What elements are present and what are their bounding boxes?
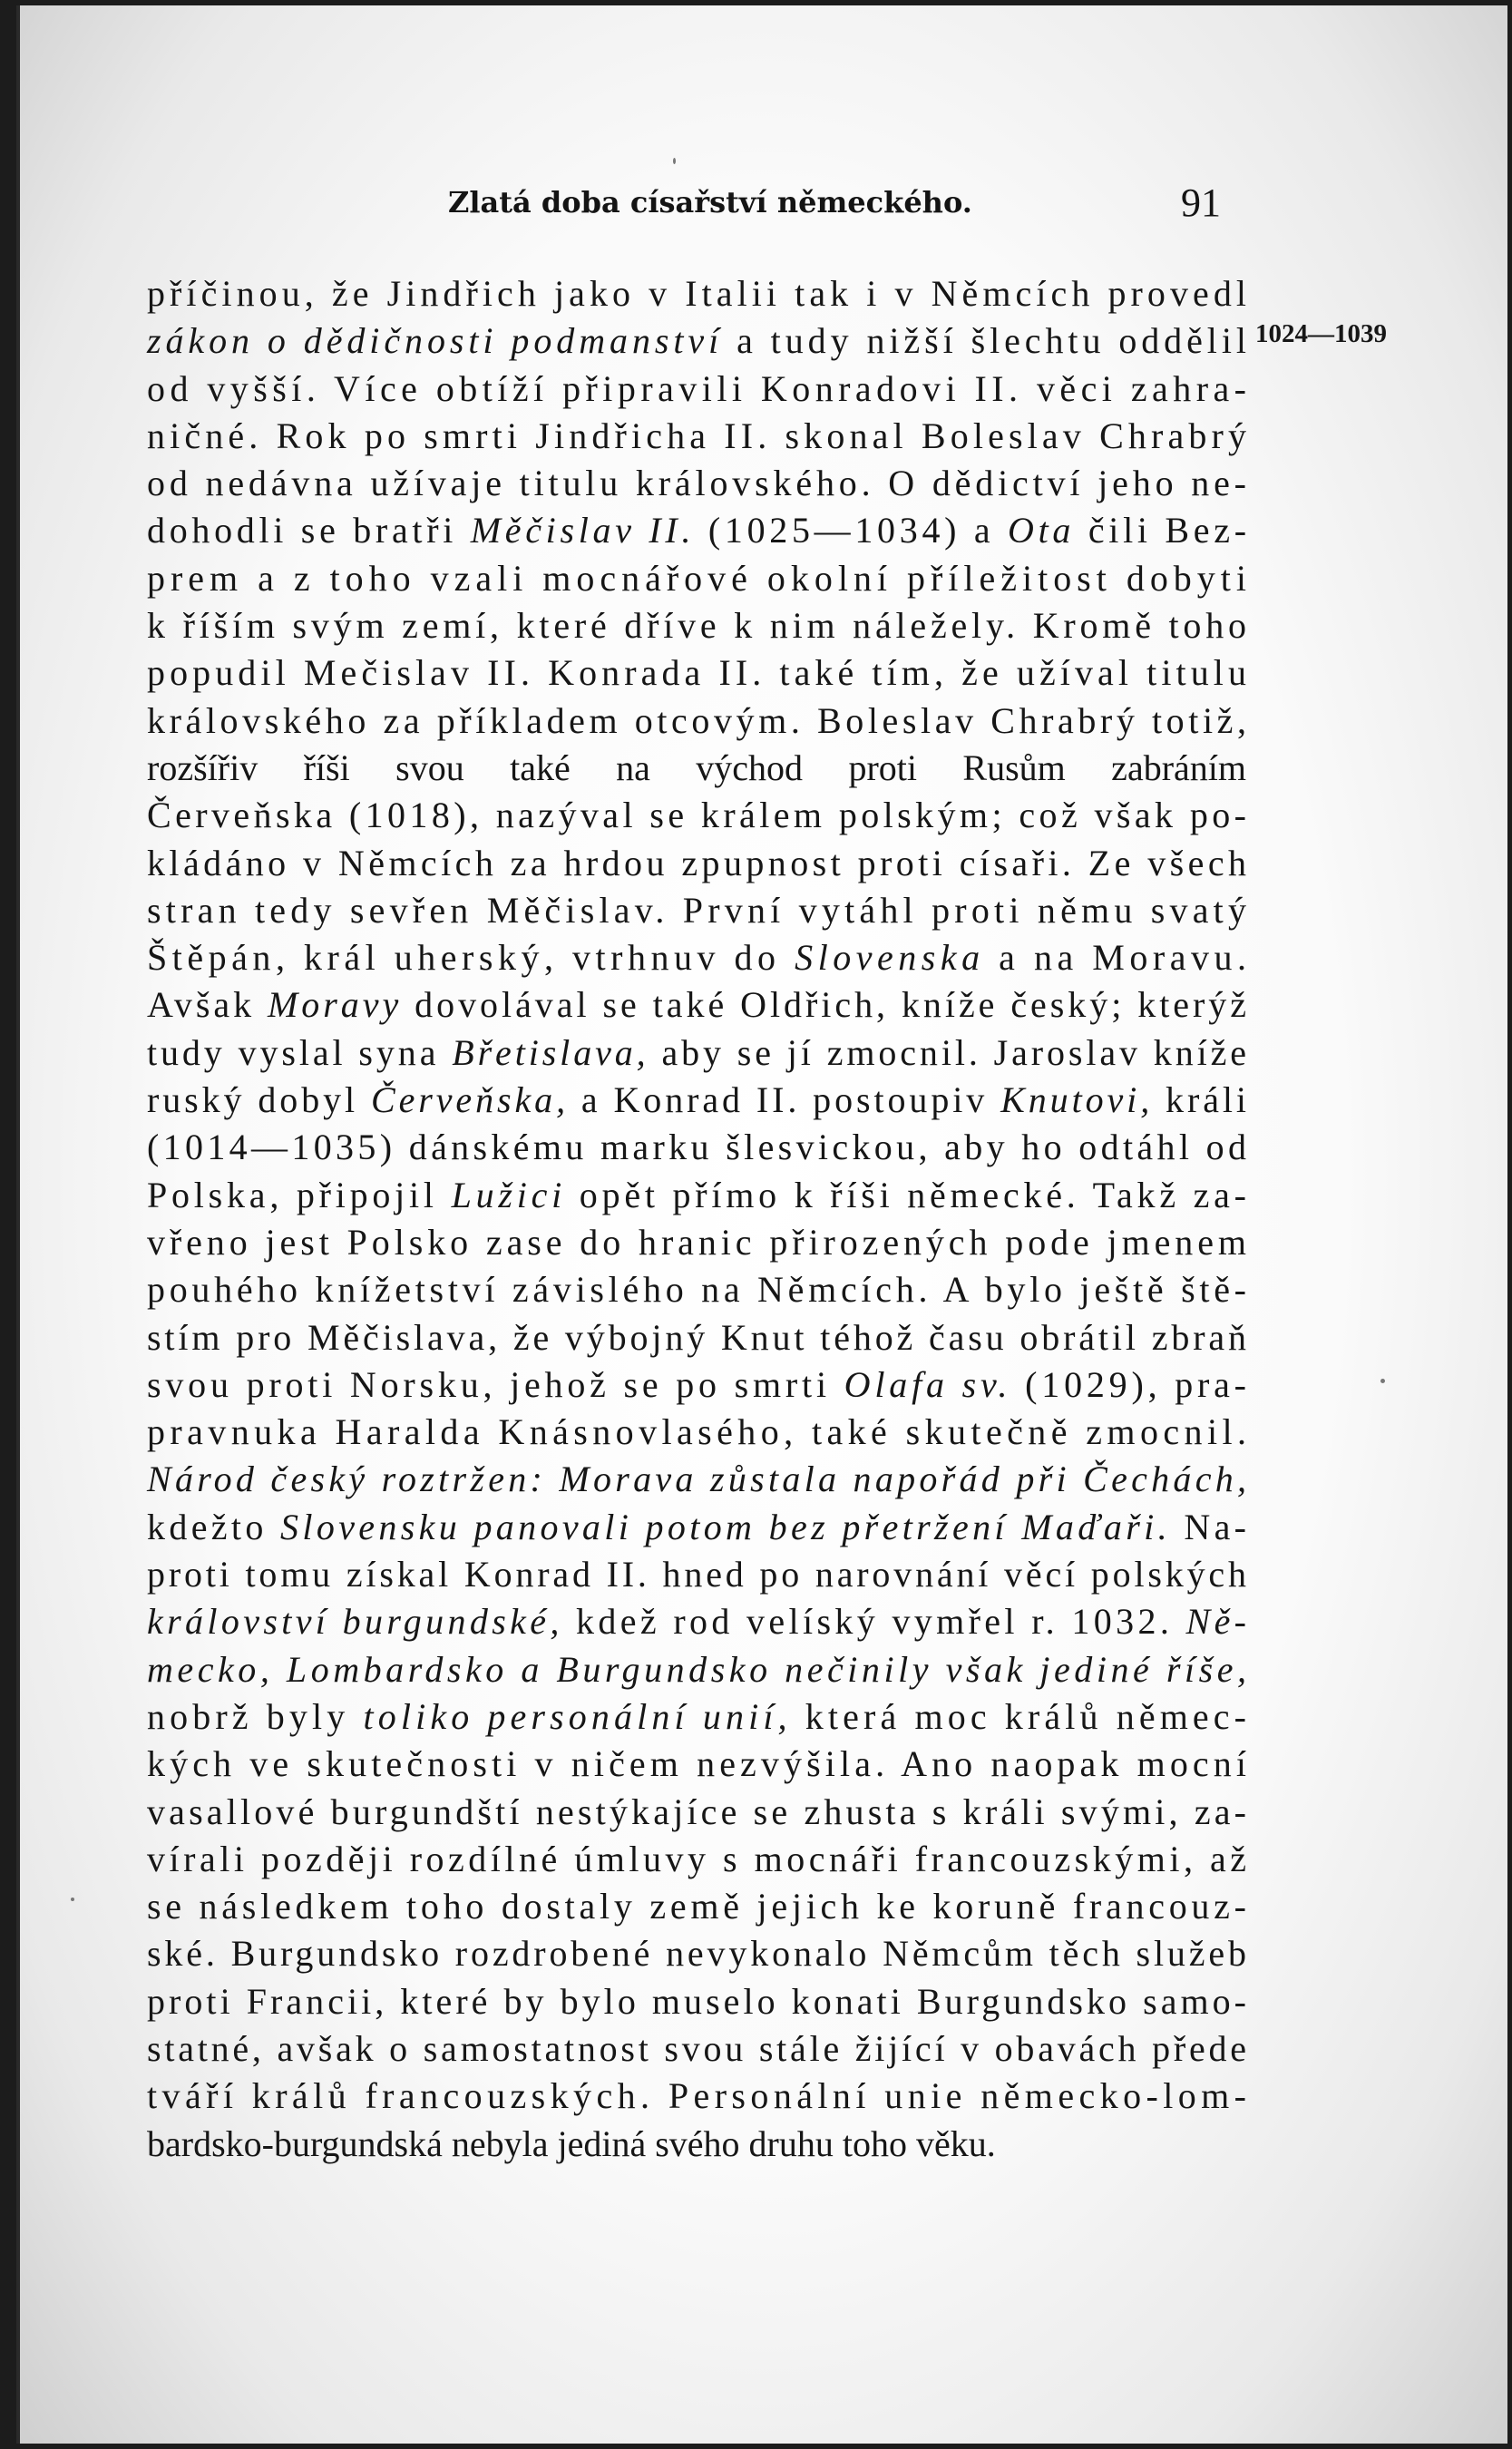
text-line xyxy=(147,1930,1250,1977)
text-segment: od vyšší. Více obtíží připravili Konradovi II. věci zahra- xyxy=(147,367,1252,409)
text-segment: dovolával se také Oldřich, kníže český; kterýž xyxy=(402,984,1250,1026)
text-segment: a na Moravu. xyxy=(984,937,1252,979)
text-line xyxy=(147,792,1251,839)
text-segment: nobrž byly xyxy=(147,1695,364,1737)
text-segment: kládáno v Němcích za hrdou zpupnost proti císaři. Ze všech xyxy=(147,842,1251,883)
text-segment: stran tedy sevřen Měčislav. První vytáhl proti němu svatý xyxy=(147,889,1252,931)
text-segment: králi xyxy=(1153,1079,1250,1121)
text-segment: Štěpán, král uherský, vtrhnuv do xyxy=(147,937,795,979)
italic-text: Slovensku panovali potom bez přetržení Maďaři. xyxy=(280,1506,1171,1547)
print-speck xyxy=(71,1898,74,1901)
text-segment: ské. Burgundsko rozdrobené nevykonalo Němcům těch služeb xyxy=(147,1933,1250,1975)
italic-text: Měčislav II. xyxy=(470,510,696,551)
text-line xyxy=(147,1741,1252,1788)
text-line xyxy=(147,981,1250,1029)
text-line xyxy=(147,507,1251,554)
text-segment: ničné. Rok po smrti Jindřicha II. skonal Boleslav Chrabrý xyxy=(147,415,1252,456)
text-line xyxy=(147,1172,1251,1219)
body-text xyxy=(147,270,1252,2168)
page-number: 91 xyxy=(1181,181,1221,225)
text-segment: od nedávna užívaje titulu královského. O dědictví jeho ne- xyxy=(147,463,1251,504)
text-line xyxy=(147,1456,1251,1503)
italic-text: Slovenska xyxy=(795,937,985,979)
text-line xyxy=(147,555,1252,602)
text-line xyxy=(147,698,1251,745)
text-line xyxy=(147,1409,1252,1456)
text-segment: Červeňska (1018), nazýval se králem polským; což však po- xyxy=(147,795,1251,836)
text-line xyxy=(147,1836,1251,1883)
text-line xyxy=(147,887,1252,934)
text-segment: bardsko-burgundská nebyla jediná svého druhu toho věku. xyxy=(147,2122,996,2164)
text-line xyxy=(147,1598,1251,1645)
text-line xyxy=(147,1124,1251,1171)
text-line xyxy=(147,2073,1252,2120)
text-segment: opět přímo k říši německé. Takž za- xyxy=(566,1174,1251,1215)
text-segment: kdež rod velíský vymřel r. 1032. xyxy=(562,1601,1186,1643)
text-segment: (1025—1034) a xyxy=(695,510,1009,551)
text-segment: ruský dobyl xyxy=(147,1079,371,1121)
italic-text: Červeňska, xyxy=(371,1079,569,1121)
text-line xyxy=(147,1029,1250,1077)
text-line xyxy=(147,1314,1250,1361)
text-line xyxy=(147,2121,1246,2168)
text-line xyxy=(147,317,1251,365)
italic-text: království burgundské, xyxy=(147,1601,563,1643)
text-segment: Polska, připojil xyxy=(147,1174,452,1215)
print-speck xyxy=(673,158,676,164)
text-line xyxy=(147,2025,1250,2073)
text-segment: a Konrad II. postoupiv xyxy=(569,1079,1001,1121)
text-segment: tváří králů francouzských. Personální unie německo-lom- xyxy=(147,2075,1252,2117)
text-segment: popudil Mečislav II. Konrada II. také tím, že užíval titulu xyxy=(147,652,1252,694)
text-line xyxy=(147,1077,1250,1124)
text-segment: proti Francii, které by bylo muselo konati Burgundsko samo- xyxy=(147,1980,1251,2022)
text-segment: prem a z toho vzali mocnářové okolní příležitost dobyti xyxy=(147,557,1252,599)
text-segment: aby se jí zmocnil. Jaroslav kníže xyxy=(649,1031,1250,1073)
italic-text: Ně- xyxy=(1185,1601,1251,1643)
text-segment: pouhého knížetství závislého na Němcích. A bylo ještě ště- xyxy=(147,1269,1251,1311)
text-line xyxy=(147,460,1251,507)
text-segment: statné, avšak o samostatnost svou stále žijící v obavách přede xyxy=(147,2027,1250,2069)
text-line xyxy=(147,1693,1252,1741)
text-line xyxy=(147,1883,1251,1930)
text-segment: (1029), pra- xyxy=(1011,1363,1251,1405)
text-segment: pravnuka Haralda Knásnovlasého, také skutečně zmocnil. xyxy=(147,1411,1252,1453)
text-segment: a tudy nižší šlechtu oddělil xyxy=(723,320,1251,362)
text-line xyxy=(147,270,1252,317)
italic-text: Národ český roztržen: Morava zůstala napořád při Čechách, xyxy=(147,1459,1251,1500)
italic-text: mecko, Lombardsko a Burgundsko nečinily však jediné říše, xyxy=(147,1648,1251,1690)
running-title: Zlatá doba císařství německého. xyxy=(448,185,972,220)
text-segment: se následkem toho dostaly země jejich ke koruně francouz- xyxy=(147,1886,1251,1927)
text-line xyxy=(147,1361,1251,1409)
book-page xyxy=(16,5,1507,2444)
text-segment: kdežto xyxy=(147,1506,281,1547)
text-segment: tudy vyslal syna xyxy=(147,1031,453,1073)
text-segment: Na- xyxy=(1171,1506,1251,1547)
text-segment: svou proti Norsku, jehož se po smrti xyxy=(147,1363,844,1405)
text-segment: čili Bez- xyxy=(1075,510,1251,551)
text-line xyxy=(147,1504,1251,1551)
text-segment: k říším svým zemí, které dříve k nim náležely. Kromě toho xyxy=(147,605,1251,647)
text-segment: rozšířiv říši svou také na východ proti Rusům zabráním xyxy=(147,746,1246,788)
text-segment: dohodli se bratři xyxy=(147,510,471,551)
text-line xyxy=(147,840,1251,887)
text-line xyxy=(147,413,1252,460)
text-segment: stím pro Měčislava, že výbojný Knut téhož času obrátil zbraň xyxy=(147,1316,1250,1358)
text-segment: která moc králů němec- xyxy=(791,1695,1252,1737)
text-segment: královského za příkladem otcovým. Boleslav Chrabrý totiž, xyxy=(147,699,1251,741)
text-line xyxy=(147,1266,1251,1313)
text-line xyxy=(147,649,1252,697)
margin-note-years: 1024—1039 xyxy=(1255,319,1387,348)
text-segment: vřeno jest Polsko zase do hranic přirozených pode jmenem xyxy=(147,1221,1251,1263)
text-line xyxy=(147,1219,1251,1266)
italic-text: zákon o dědičnosti podmanství xyxy=(147,320,724,362)
italic-text: Ota xyxy=(1008,510,1076,551)
text-line xyxy=(147,366,1252,413)
text-line xyxy=(147,1646,1251,1693)
text-line xyxy=(147,1551,1250,1598)
italic-text: Lužici xyxy=(451,1174,567,1215)
italic-text: Knutovi, xyxy=(1000,1079,1154,1121)
text-segment: Avšak xyxy=(147,984,268,1026)
text-line xyxy=(147,745,1246,792)
text-line xyxy=(147,1978,1251,2025)
text-segment: vasallové burgundští nestýkajíce se zhusta s králi svými, za- xyxy=(147,1790,1251,1832)
italic-text: Břetislava, xyxy=(452,1031,649,1073)
text-segment: (1014—1035) dánskému marku šlesvickou, aby ho odtáhl od xyxy=(147,1127,1251,1168)
page-header xyxy=(20,181,1507,239)
text-line xyxy=(147,1789,1251,1836)
text-segment: vírali později rozdílné úmluvy s mocnáři francouzskými, až xyxy=(147,1838,1251,1879)
italic-text: Olafa sv. xyxy=(844,1363,1012,1405)
print-speck xyxy=(1380,1379,1385,1383)
text-segment: příčinou, že Jindřich jako v Italii tak i v Němcích provedl xyxy=(147,273,1252,314)
italic-text: toliko personální unií, xyxy=(363,1695,792,1737)
italic-text: Moravy xyxy=(268,984,403,1026)
text-segment: proti tomu získal Konrad II. hned po narovnání věcí polských xyxy=(147,1554,1250,1595)
text-line xyxy=(147,934,1252,981)
text-segment: kých ve skutečnosti v ničem nezvýšila. Ano naopak mocní xyxy=(147,1743,1252,1785)
text-line xyxy=(147,602,1251,649)
